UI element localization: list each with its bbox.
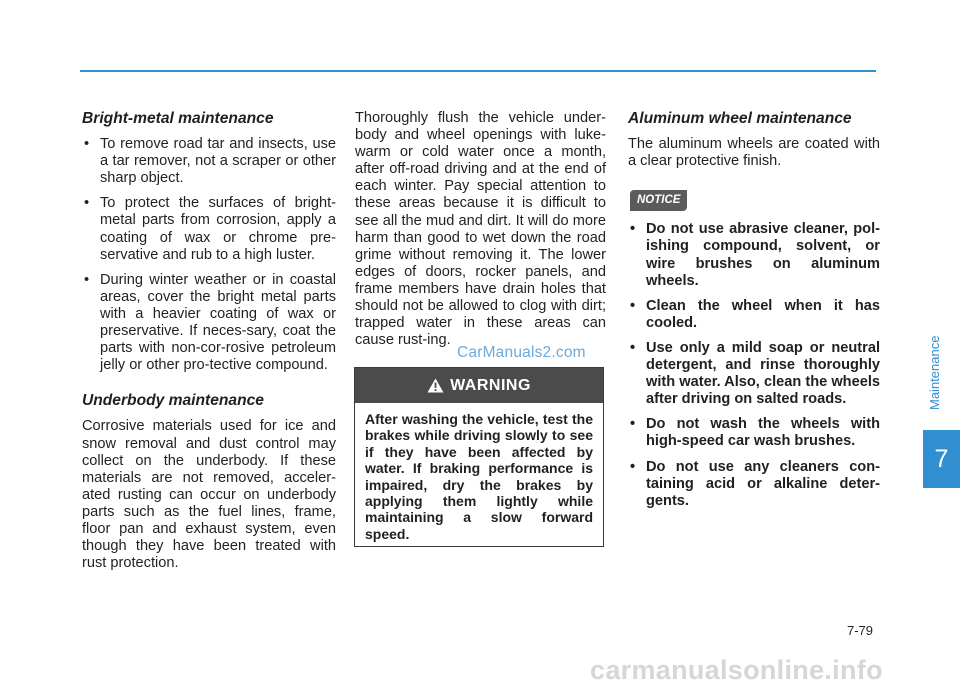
bullet-icon: • [84,271,90,288]
notice-badge: NOTICE [630,190,687,211]
bullet-icon: • [84,136,90,153]
footer-watermark: carmanualsonline.info [590,655,883,685]
underbody-paragraph: Corrosive materials used for ice and snow removal and dust control may collect on the underbody. If these materials are not removed, acceler-ated rusting can occur on underbody parts such as the fuel lines, frame, floor pan and exhaust system, even though they have been treated with rust protection. [82,418,336,572]
chapter-tab: 7 [923,430,960,488]
list-item: • Do not wash the wheels with high-speed car wash brushes. [630,416,880,450]
aluminum-paragraph: The aluminum wheels are coated with a clear protective finish. [628,136,880,170]
bullet-icon: • [630,297,636,314]
column-right [628,110,880,518]
column-middle [355,110,606,349]
flush-paragraph: Thoroughly flush the vehicle under-body and wheel openings with luke-warm or cold water once a month, after off-road driving and at the end of each winter. Pay special attention to these areas because it is difficult to see all the mud and dirt. It will do more harm than good to wet down the road grime without removing it. The lower edges of doors, rocker panels, and frame members have drain holes that should not be allowed to clog with dirt; trapped water in these areas can cause rust-ing. [355,110,606,349]
warning-title: WARNING [450,376,531,394]
bullet-icon: • [630,458,636,475]
list-item: • Do not use abrasive cleaner, pol-ishing compound, solvent, or wire brushes on aluminum wheels. [630,221,880,289]
header-rule [80,70,876,72]
heading-bright-metal: Bright-metal maintenance [82,110,274,127]
list-item: • Use only a mild soap or neutral detergent, and rinse thoroughly with water. Also, clean the wheels after driving on salted roads. [630,339,880,408]
bullet-icon: • [630,416,636,433]
warning-header [355,368,603,403]
bullet-icon: • [630,221,636,238]
heading-aluminum-wheel: Aluminum wheel maintenance [628,110,852,127]
notice-list [628,221,880,509]
page-number: 7-79 [847,623,874,638]
warning-box [354,367,604,547]
chapter-label: Maintenance [927,335,942,410]
list-item: • Clean the wheel when it has cooled. [630,297,880,331]
warning-text: After washing the vehicle, test the brakes while driving slowly to see if they have been affected by water. If braking performance is impaired, dry the brakes by applying them lightly while maintaining a slow forward speed. [365,411,593,542]
bullet-icon: • [84,195,90,212]
list-item: • Do not use any cleaners con-taining acid or alkaline deter-gents. [630,458,880,509]
list-item: • To remove road tar and insects, use a tar remover, not a scraper or other sharp object. [84,136,336,187]
bright-metal-list [82,136,336,374]
column-left [82,110,336,572]
list-item: • To protect the surfaces of bright-metal parts from corrosion, apply a coating of wax or chrome pre-servative and rub to a high luster. [84,195,336,263]
list-item: • During winter weather or in coastal areas, cover the bright metal parts with a heavier coating of wax or preservative. If neces-sary, coat the parts with non-cor-rosive petroleum jelly or other pro-tective compound. [84,271,336,374]
heading-underbody: Underbody maintenance [82,392,264,410]
bullet-icon: • [630,339,636,356]
warning-triangle-icon [427,378,444,393]
watermark-link[interactable]: CarManuals2.com [457,344,586,361]
